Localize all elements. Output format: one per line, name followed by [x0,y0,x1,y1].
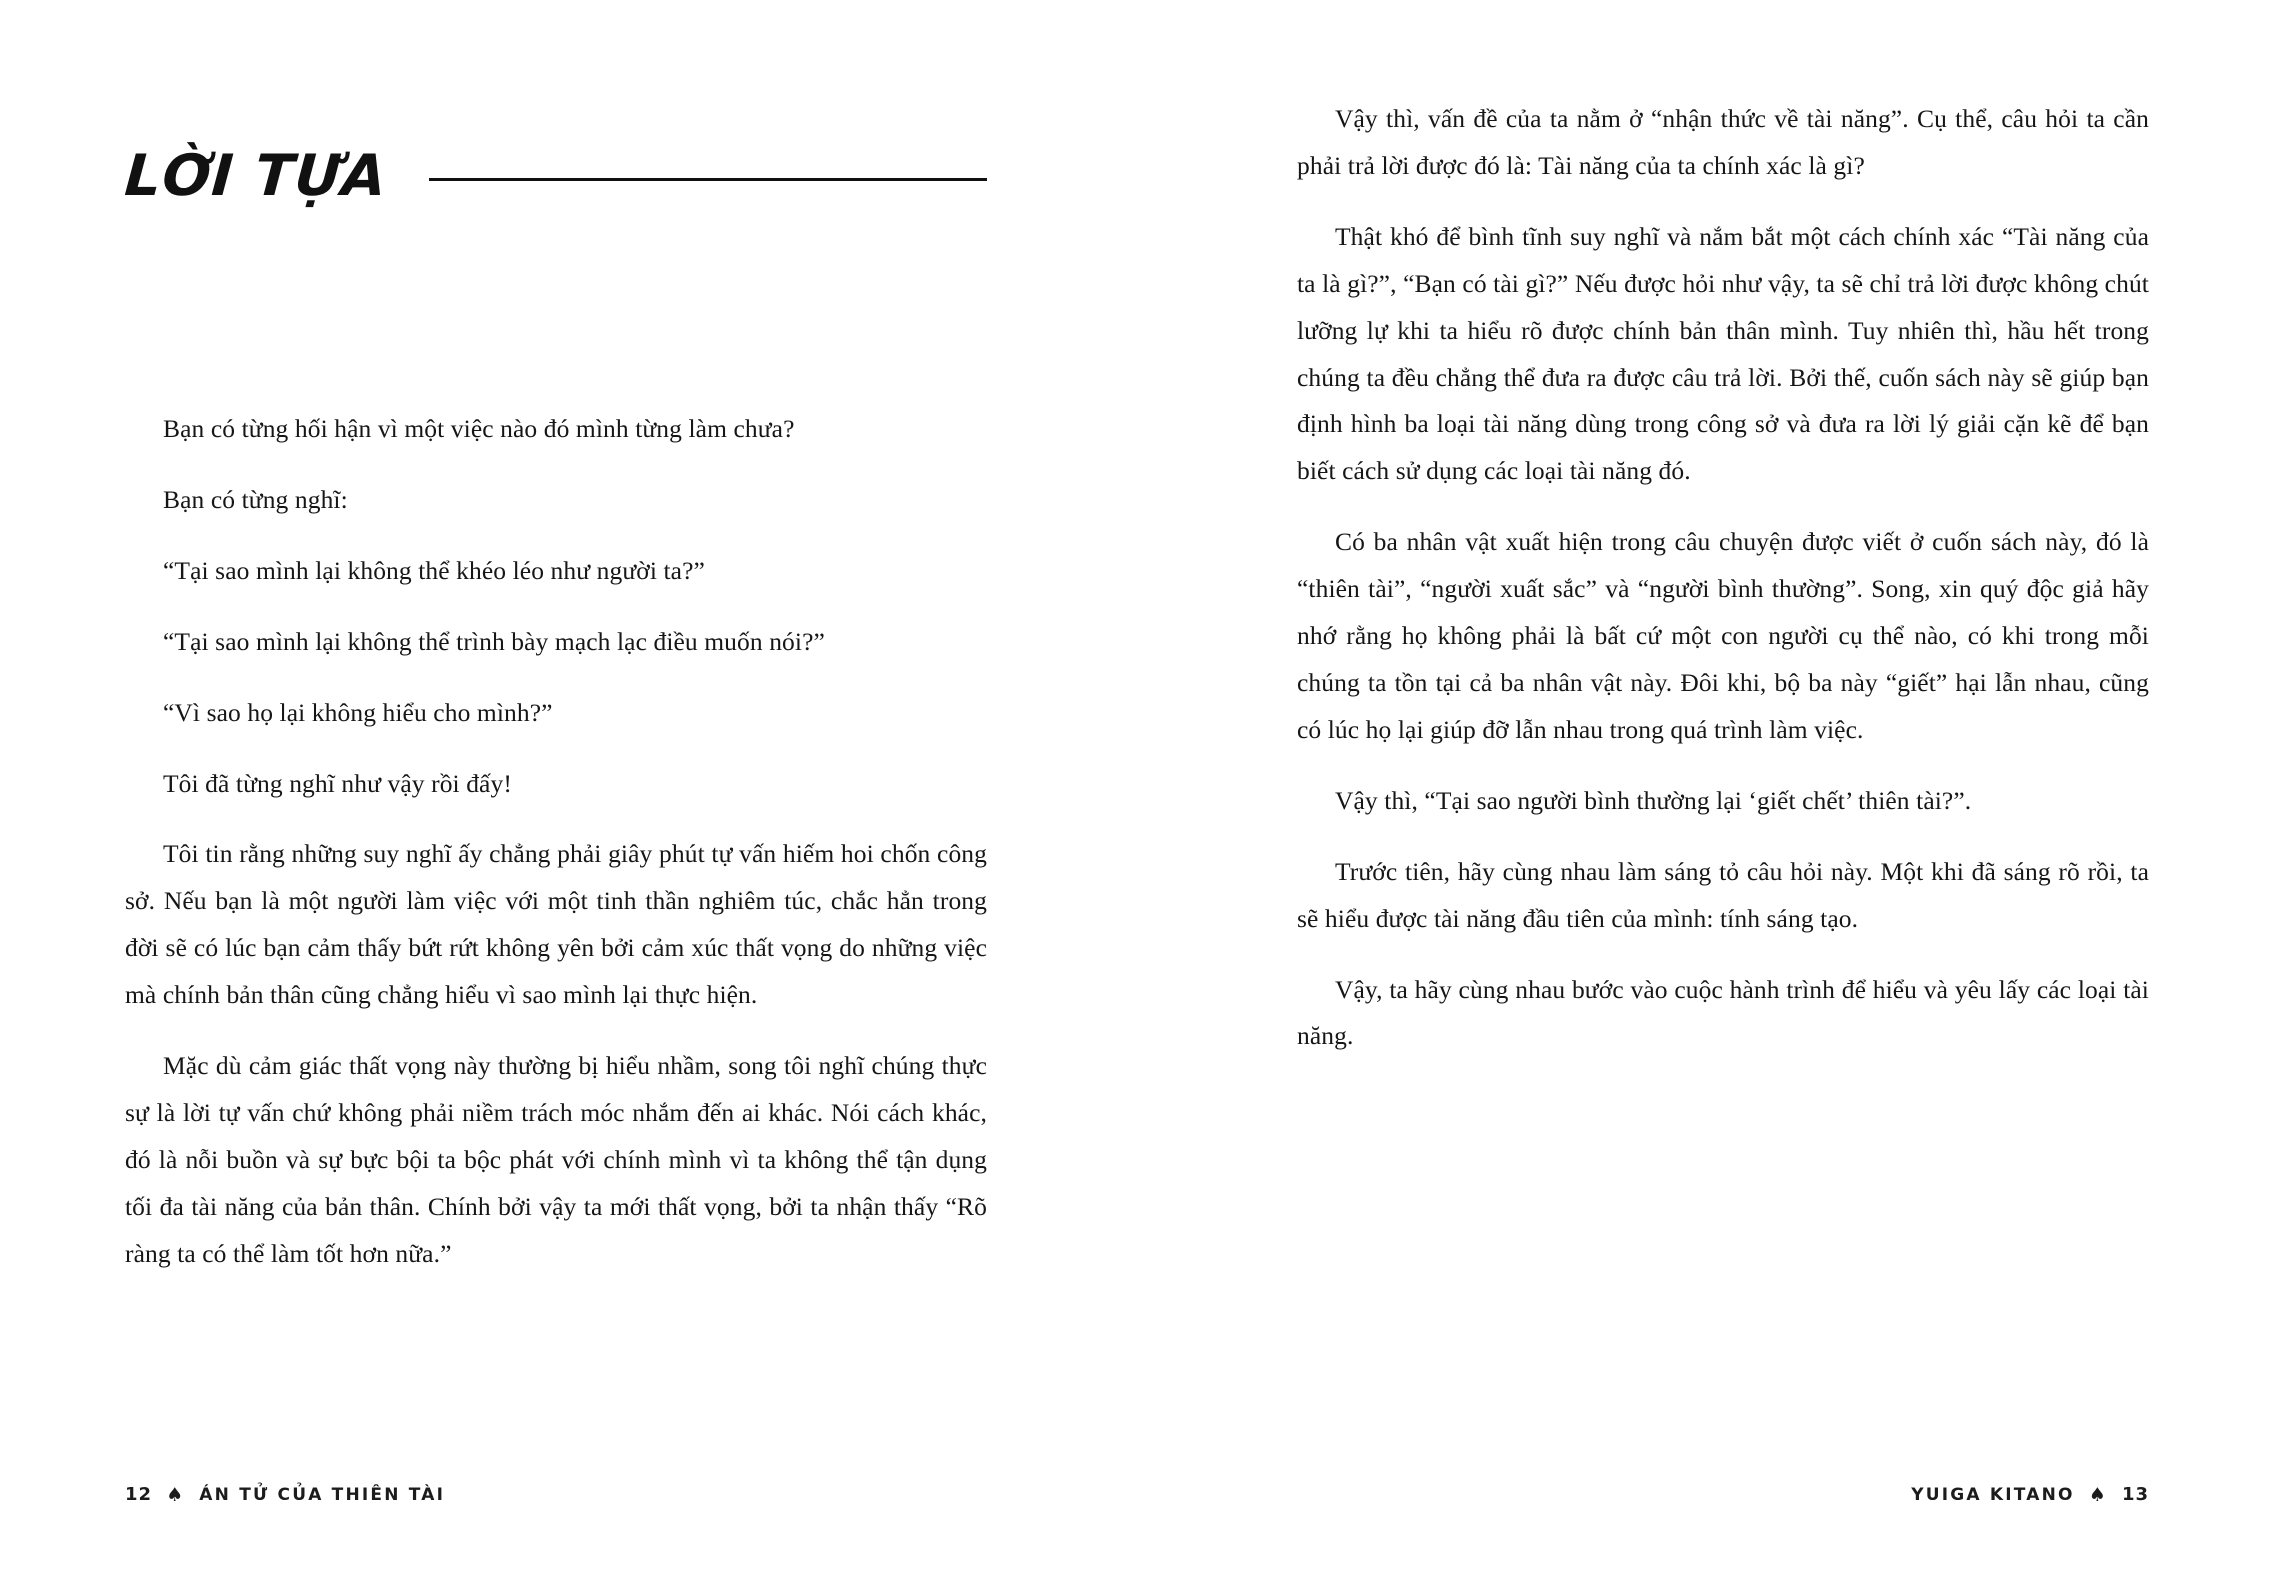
footer-left [125,1484,445,1505]
page-title: LỜI TỰA [122,143,390,209]
spade-icon: ♠ [2088,1484,2108,1506]
paragraph: Có ba nhân vật xuất hiện trong câu chuyện được viết ở cuốn sách này, đó là “thiên tài”, “người xuất sắc” và “người bình thường”. Song, xin quý độc giả hãy nhớ rằng họ không phải là bất cứ một con người cụ thể nào, có khi trong mỗi chúng ta tồn tại cả ba nhân vật này. Đôi khi, bộ ba này “giết” hại lẫn nhau, cũng có lúc họ lại giúp đỡ lẫn nhau trong quá trình làm việc. [1297,527,2149,744]
paragraph: “Vì sao họ lại không hiểu cho mình?” [163,697,553,727]
paragraph: Mặc dù cảm giác thất vọng này thường bị hiểu nhầm, song tôi nghĩ chúng thực sự là lời tự vấn chứ không phải niềm trách móc nhắm đến ai khác. Nói cách khác, đó là nỗi buồn và sự bực bội ta bộc phát với chính mình vì ta không thể tận dụng tối đa tài năng của bản thân. Chính bởi vậy ta mới thất vọng, bởi ta nhận thấy “Rõ ràng ta có thể làm tốt hơn nữa.” [125,1051,987,1268]
paragraph: Trước tiên, hãy cùng nhau làm sáng tỏ câu hỏi này. Một khi đã sáng rõ rồi, ta sẽ hiểu được tài năng đầu tiên của mình: tính sáng tạo. [1297,856,2149,933]
title-rule [429,178,987,181]
spade-icon: ♠ [166,1484,186,1506]
page-right [1142,0,2284,1575]
paragraph: Bạn có từng nghĩ: [163,484,348,514]
author-name: YUIGA KITANO [1911,1484,2075,1505]
paragraph: Vậy thì, “Tại sao người bình thường lại ‘giết chết’ thiên tài?”. [1335,785,1972,815]
left-body-text [125,406,987,1278]
chapter-header [122,116,987,236]
paragraph: Thật khó để bình tĩnh suy nghĩ và nắm bắt một cách chính xác “Tài năng của ta là gì?”, “Bạn có tài gì?” Nếu được hỏi như vậy, ta sẽ chỉ trả lời được không chút lưỡng lự khi ta hiểu rõ được chính bản thân mình. Tuy nhiên thì, hầu hết trong chúng ta đều chẳng thể đưa ra được câu trả lời. Bởi thế, cuốn sách này sẽ giúp bạn định hình ba loại tài năng dùng trong công sở và đưa ra lời lý giải cặn kẽ để bạn biết cách sử dụng các loại tài năng đó. [1297,221,2149,486]
page-number: 13 [2121,1484,2149,1505]
paragraph: Tôi đã từng nghĩ như vậy rồi đấy! [163,768,512,798]
running-head: ÁN TỬ CỦA THIÊN TÀI [199,1484,446,1505]
right-body-text [1297,96,2149,1060]
paragraph: “Tại sao mình lại không thể trình bày mạch lạc điều muốn nói?” [163,626,825,656]
paragraph: Bạn có từng hối hận vì một việc nào đó mình từng làm chưa? [163,414,795,443]
paragraph: Vậy, ta hãy cùng nhau bước vào cuộc hành trình để hiểu và yêu lấy các loại tài năng. [1297,974,2149,1051]
paragraph: Vậy thì, vấn đề của ta nằm ở “nhận thức về tài năng”. Cụ thể, câu hỏi ta cần phải trả lời được đó là: Tài năng của ta chính xác là gì? [1297,104,2149,180]
paragraph: “Tại sao mình lại không thể khéo léo như người ta?” [163,555,705,585]
footer-right [1911,1484,2149,1505]
page-number: 12 [125,1484,153,1505]
paragraph: Tôi tin rằng những suy nghĩ ấy chẳng phải giây phút tự vấn hiếm hoi chốn công sở. Nếu bạn là một người làm việc với một tinh thần nghiêm túc, chắc hẳn trong đời sẽ có lúc bạn cảm thấy bứt rứt không yên bởi cảm xúc thất vọng do những việc mà chính bản thân cũng chẳng hiểu vì sao mình lại thực hiện. [125,839,987,1010]
